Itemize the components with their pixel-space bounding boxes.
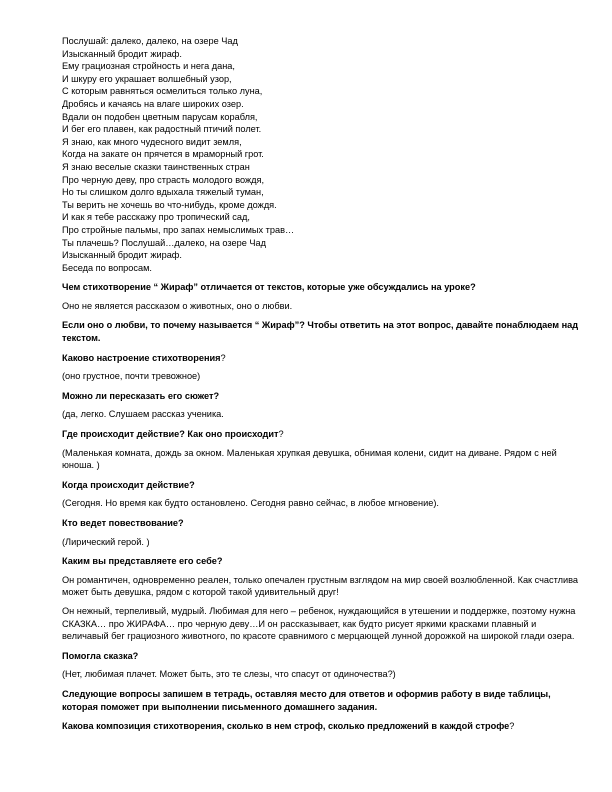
poem-line: Когда на закате он прячется в мраморный грот.	[62, 149, 264, 160]
poem-line: Послушай: далеко, далеко, на озере Чад	[62, 36, 238, 46]
poem	[62, 35, 584, 274]
answer: Он романтичен, одновременно реален, только опечален грустным взглядом на мир своей возлюбленной. Как счастлива может быть девушка, рядом с которой такой удивительный друг!	[62, 574, 578, 598]
poem-line: И бег его плавен, как радостный птичий полет.	[62, 124, 262, 135]
question: Можно ли пересказать его сюжет?	[62, 390, 220, 401]
poem-line: Дробясь и качаясь на влаге широких озер.	[62, 98, 244, 109]
poem-line: Про стройные пальмы, про запах немыслимых трав…	[62, 224, 295, 235]
answer: Он нежный, терпеливый, мудрый. Любимая для него – ребенок, нуждающийся в утешении и поддержке, поэтому нужна СКАЗКА… про ЖИРАФА… про черную деву…И он рассказывает, как будто рисует яркими красками плавный и величавый бег грациозного животного, по красоте сравнимого с мерцающей лунной дорожкой на широкой глади озера.	[62, 605, 576, 642]
poem-line: Изысканный бродит жираф.	[62, 48, 182, 59]
answer: (Маленькая комната, дождь за окном. Маленькая хрупкая девушка, обнимая колени, сидит на диване. Рядом с ней юноша. )	[62, 447, 557, 471]
poem-line: Ты плачешь? Послушай…далеко, на озере Чад	[62, 237, 266, 248]
question: Каково настроение стихотворения?	[62, 352, 226, 363]
answer: Оно не является рассказом о животных, оно о любви.	[62, 300, 293, 311]
poem-line: Я знаю, как много чудесного видит земля,	[62, 136, 242, 147]
question: Каким вы представляете его себе?	[62, 556, 223, 567]
question: Кто ведет повествование?	[62, 518, 184, 528]
answer: (оно грустное, почти тревожное)	[62, 371, 201, 382]
poem-line: Ты верить не хочешь во что-нибудь, кроме дождя.	[62, 199, 277, 210]
poem-line: Я знаю веселые сказки таинственных стран	[62, 161, 250, 172]
poem-line: Изысканный бродит жираф.	[62, 250, 182, 261]
question: Если оно о любви, то почему называется “ Жираф”? Чтобы ответить на этот вопрос, давайте понаблюдаем над текстом.	[62, 320, 579, 344]
document-page	[62, 35, 584, 733]
poem-line: И как я тебе расскажу про тропический сад,	[62, 212, 250, 223]
answer: (Лирический герой. )	[62, 536, 150, 547]
poem-line: И шкуру его украшает волшебный узор,	[62, 73, 232, 84]
answer: (Нет, любимая плачет. Может быть, это те слезы, что спасут от одиночества?)	[62, 669, 396, 680]
poem-line: С которым равняться осмелиться только луна,	[62, 86, 263, 97]
answer: (да, легко. Слушаем рассказ ученика.	[62, 409, 224, 420]
poem-line: Беседа по вопросам.	[62, 262, 152, 273]
answer: (Сегодня. Но время как будто остановлено. Сегодня равно сейчас, в любое мгновение).	[62, 498, 439, 509]
question: Помогла сказка?	[62, 650, 139, 661]
poem-line: Вдали он подобен цветным парусам корабля,	[62, 111, 258, 122]
poem-line: Про черную деву, про страсть молодого вождя,	[62, 174, 265, 185]
question: Чем стихотворение “ Жираф” отличается от текстов, которые уже обсуждались на уроке?	[62, 282, 476, 293]
poem-line: Ему грациозная стройность и нега дана,	[62, 61, 235, 72]
question: Следующие вопросы запишем в тетрадь, оставляя место для ответов и оформив работу в виде таблицы, которая поможет при выполнении письменного домашнего задания.	[62, 688, 551, 712]
poem-line: Но ты слишком долго вдыхала тяжелый туман,	[62, 187, 264, 198]
question: Где происходит действие? Как оно происходит?	[62, 429, 284, 440]
question: Когда происходит действие?	[62, 479, 195, 490]
question: Какова композиция стихотворения, сколько в нем строф, сколько предложений в каждой строфе?	[62, 721, 515, 732]
